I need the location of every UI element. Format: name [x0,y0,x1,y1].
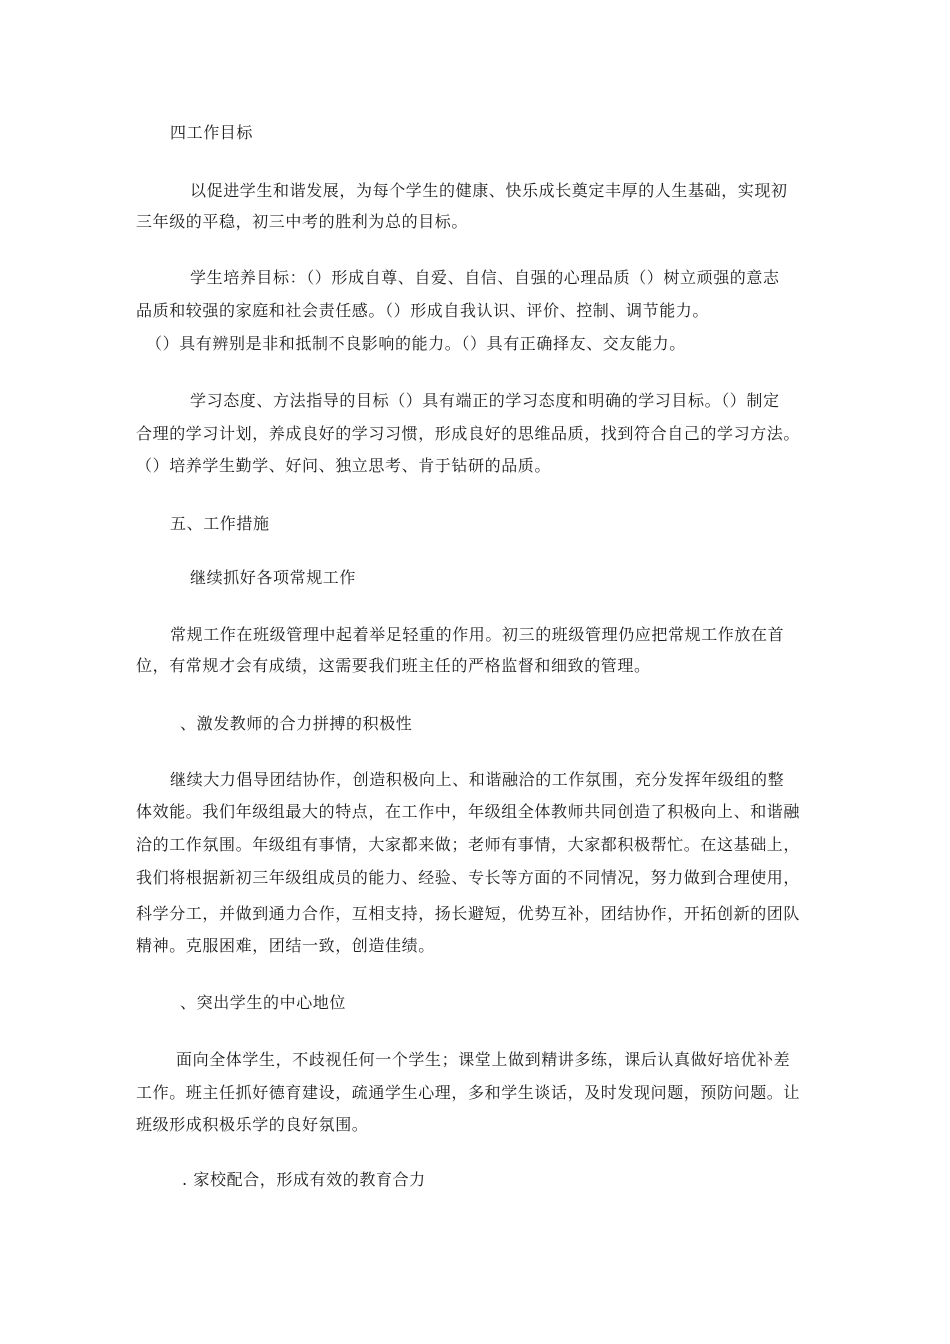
teachers-line-4: 我们将根据新初三年级组成员的能力、经验、专长等方面的不同情况，努力做到合理使用， [136,868,801,887]
routine-line-2: 位，有常规才会有成绩，这需要我们班主任的严格监督和细致的管理。 [136,656,651,675]
measure-4-heading: . 家校配合，形成有效的教育合力 [182,1170,426,1189]
students-line-2: 工作。班主任抓好德育建设，疏通学生心理，多和学生谈话，及时发现问题，预防问题。让 [136,1083,801,1102]
study-goal-line-1: 学习态度、方法指导的目标（）具有端正的学习态度和明确的学习目标。（）制定 [190,391,780,410]
overall-goal-line-1: 以促进学生和谐发展，为每个学生的健康、快乐成长奠定丰厚的人生基础，实现初 [190,181,788,200]
study-goal-line-2: 合理的学习计划，养成良好的学习习惯，形成良好的思维品质，找到符合自己的学习方法。 [136,424,801,443]
section-5-heading: 五、工作措施 [170,514,270,533]
study-goal-line-3: （）培养学生勤学、好问、独立思考、肯于钻研的品质。 [136,456,552,475]
routine-line-1: 常规工作在班级管理中起着举足轻重的作用。初三的班级管理仍应把常规工作放在首 [170,625,785,644]
teachers-line-6: 精神。克服困难，团结一致，创造佳绩。 [136,936,435,955]
student-goal-line-3: （）具有辨别是非和抵制不良影响的能力。（）具有正确择友、交友能力。 [146,334,686,353]
section-4-heading: 四工作目标 [170,123,254,142]
overall-goal-line-2: 三年级的平稳，初三中考的胜利为总的目标。 [136,212,469,231]
measure-1-heading: 继续抓好各项常规工作 [190,568,357,587]
teachers-line-1: 继续大力倡导团结协作，创造积极向上、和谐融洽的工作氛围，充分发挥年级组的整 [170,770,785,789]
student-goal-line-2: 品质和较强的家庭和社会责任感。（）形成自我认识、评价、控制、调节能力。 [136,301,710,320]
teachers-line-3: 洽的工作氛围。年级组有事情，大家都来做；老师有事情，大家都积极帮忙。在这基础上， [136,835,801,854]
students-line-1: 面向全体学生，不歧视任何一个学生；课堂上做到精讲多练，课后认真做好培优补差 [176,1050,791,1069]
students-line-3: 班级形成积极乐学的良好氛围。 [136,1115,369,1134]
measure-3-heading: 、突出学生的中心地位 [180,993,347,1012]
teachers-line-5: 科学分工，并做到通力合作，互相支持，扬长避短，优势互补，团结协作，开拓创新的团队 [136,904,801,923]
student-goal-line-1: 学生培养目标：（）形成自尊、自爱、自信、自强的心理品质（）树立顽强的意志 [190,268,780,287]
measure-2-heading: 、激发教师的合力拼搏的积极性 [180,714,413,733]
teachers-line-2: 体效能。我们年级组最大的特点，在工作中，年级组全体教师共同创造了积极向上、和谐融 [136,802,801,821]
